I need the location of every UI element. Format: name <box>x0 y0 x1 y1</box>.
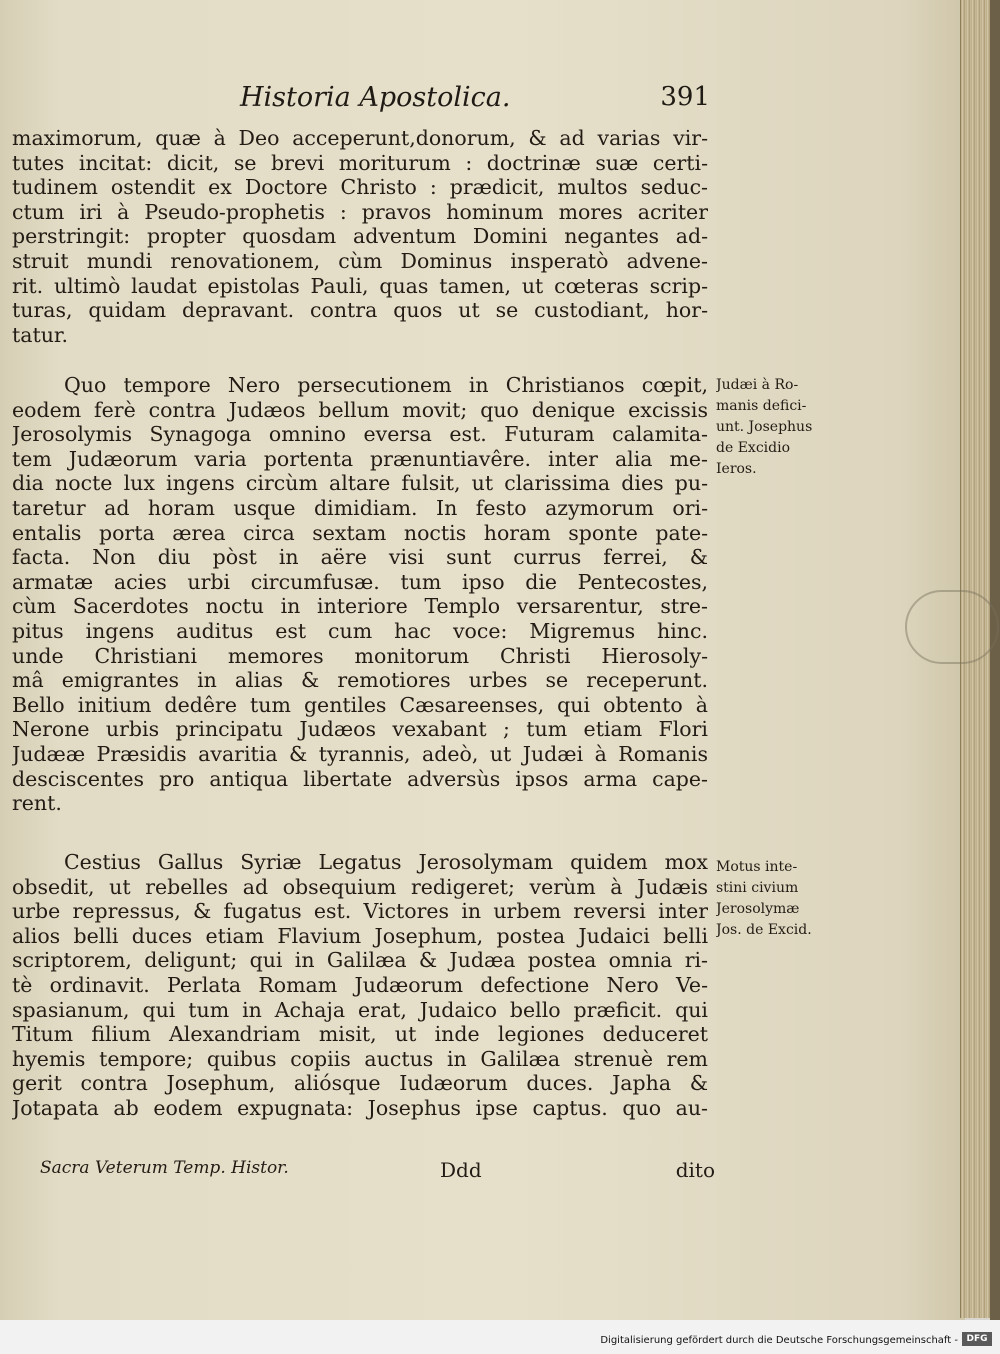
text-line: scriptorem, deligunt; qui in Galilæa & Judæa postea omnia ri- <box>12 948 708 973</box>
text-line: tudinem ostendit ex Doctore Christo : prædicit, multos seduc- <box>12 175 708 200</box>
text-line: perstringit: propter quosdam adventum Domini negantes ad- <box>12 224 708 249</box>
page-header <box>240 82 710 122</box>
margin-note-line: Jerosolymæ <box>716 901 800 917</box>
margin-note-line: Motus inte- <box>716 859 798 875</box>
margin-note-1 <box>716 375 841 480</box>
text-line: alios belli duces etiam Flavium Josephum, postea Judaici belli <box>12 923 708 948</box>
paragraph-2 <box>12 373 708 816</box>
text-line: armatæ acies urbi circumfusæ. tum ipso die Pentecostes, <box>12 569 708 594</box>
text-line: cùm Sacerdotes noctu in interiore Templo versarentur, stre- <box>12 594 708 619</box>
footer-book-title: Sacra Veterum Temp. Histor. <box>40 1158 289 1178</box>
edge-shadow <box>990 0 1000 1320</box>
text-line: ctum iri à Pseudo-prophetis : pravos hominum mores acriter <box>12 199 708 224</box>
text-line: Bello initium dedêre tum gentiles Cæsareenses, qui obtento à <box>12 692 708 717</box>
text-line: Quo tempore Nero persecutionem in Christianos cœpit, <box>64 373 708 397</box>
text-line: obsedit, ut rebelles ad obsequium redigeret; verùm à Judæis <box>12 874 708 899</box>
margin-note-line: unt. Josephus <box>716 419 813 435</box>
digitization-credit: Digitalisierung gefördert durch die Deutsche Forschungsgemeinschaft - <box>600 1335 958 1346</box>
catchword: dito <box>675 1158 715 1182</box>
text-line: unde Christiani memores monitorum Christi Hierosoly- <box>12 643 708 668</box>
page-footer <box>40 1158 715 1188</box>
text-line: hyemis tempore; quibus copiis auctus in Galilæa strenuè rem <box>12 1046 708 1071</box>
margin-note-line: Judæi à Ro- <box>716 377 799 393</box>
text-line: mâ emigrantes in alias & remotiores urbes se receperunt. <box>12 668 708 693</box>
margin-note-line: manis defici- <box>716 398 807 414</box>
text-line: Nerone urbis principatu Judæos vexabant ; tum etiam Flori <box>12 717 708 742</box>
text-line: tè ordinavit. Perlata Romam Judæorum defectione Nero Ve- <box>12 972 708 997</box>
margin-note-line: de Excidio <box>716 440 790 456</box>
text-line: tem Judæorum varia portenta prænuntiavêre. inter alia me- <box>12 446 708 471</box>
text-line: tutes incitat: dicit, se brevi moriturum : doctrinæ suæ certi- <box>12 150 708 175</box>
text-line: rent. <box>12 791 62 816</box>
margin-note-2 <box>716 857 841 941</box>
text-line: tatur. <box>12 322 68 347</box>
text-line: eodem ferè contra Judæos bellum movit; quo denique excissis <box>12 397 708 422</box>
text-line: rit. ultimò laudat epistolas Pauli, quas tamen, ut cœteras scrip- <box>12 273 708 298</box>
signature-mark: Ddd <box>440 1158 482 1182</box>
paragraph-1 <box>12 126 708 347</box>
page-number: 391 <box>660 82 710 112</box>
text-line: maximorum, quæ à Deo acceperunt,donorum, & ad varias vir- <box>12 126 708 150</box>
text-line: facta. Non diu pòst in aëre visi sunt currus ferrei, & <box>12 545 708 570</box>
text-line: pitus ingens auditus est cum hac voce: Migremus hinc. <box>12 618 708 643</box>
text-line: spasianum, qui tum in Achaja erat, Judaico bello præficit. qui <box>12 997 708 1022</box>
paragraph-3 <box>12 850 708 1121</box>
text-line: Cestius Gallus Syriæ Legatus Jerosolymam quidem mox <box>64 850 708 874</box>
running-title: Historia Apostolica. <box>240 82 511 113</box>
text-line: Jerosolymis Synagoga omnino eversa est. Futuram calamita- <box>12 422 708 447</box>
text-line: urbe repressus, & fugatus est. Victores in urbem reversi inter <box>12 899 708 924</box>
text-line: dia nocte lux ingens circùm altare fulsit, ut clarissima dies pu- <box>12 471 708 496</box>
text-line: Titum filium Alexandriam misit, ut inde legiones deduceret <box>12 1022 708 1047</box>
text-line: taretur ad horam usque dimidiam. In festo azymorum ori- <box>12 495 708 520</box>
text-line: turas, quidam depravant. contra quos ut se custodiant, hor- <box>12 298 708 323</box>
text-line: Judææ Præsidis avaritia & tyrannis, adeò, ut Judæi à Romanis <box>12 741 708 766</box>
text-line: Jotapata ab eodem expugnata: Josephus ipse captus. quo au- <box>12 1095 708 1120</box>
margin-note-line: stini civium <box>716 880 799 896</box>
text-line: entalis porta ærea circa sextam noctis horam sponte pate- <box>12 520 708 545</box>
margin-note-line: Ieros. <box>716 461 757 477</box>
text-line: desciscentes pro antiqua libertate adversùs ipsos arma cape- <box>12 766 708 791</box>
text-line: struit mundi renovationem, cùm Dominus insperatò advene- <box>12 248 708 273</box>
text-line: gerit contra Josephum, aliósque Iudæorum duces. Japha & <box>12 1071 708 1096</box>
paper-clip <box>905 590 999 664</box>
dfg-logo-icon: DFG <box>962 1332 992 1346</box>
margin-note-line: Jos. de Excid. <box>716 922 812 938</box>
